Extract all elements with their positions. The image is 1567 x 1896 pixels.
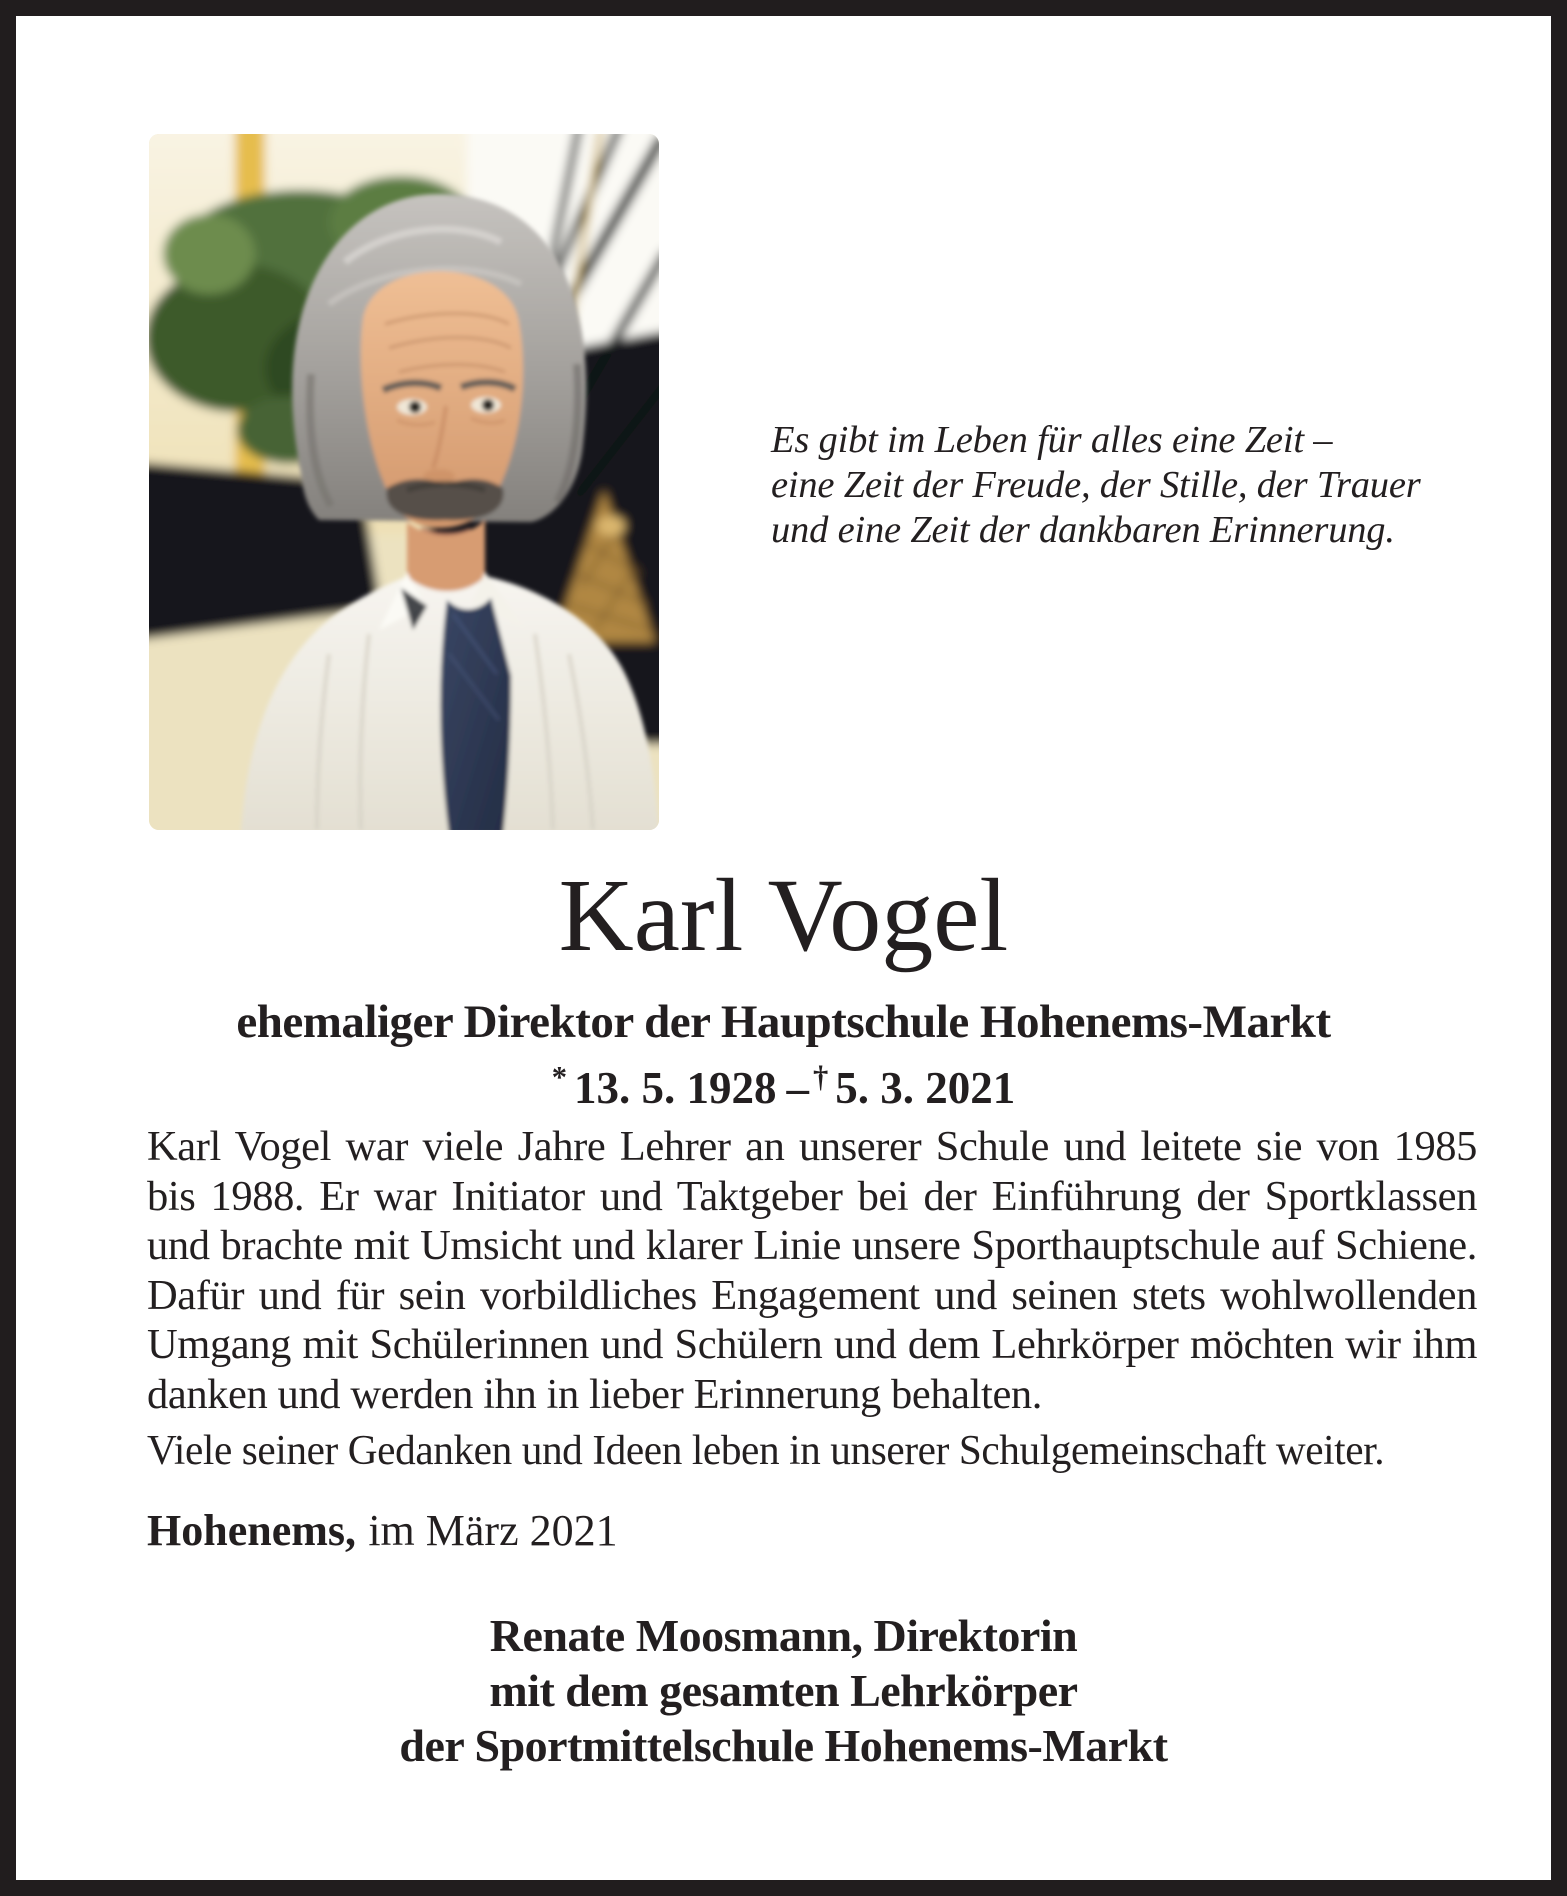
- birth-date: 13. 5. 1928: [574, 1063, 777, 1114]
- date: im März 2021: [368, 1506, 618, 1555]
- signature-block: [16, 1608, 1551, 1773]
- memorial-quote: [771, 418, 1421, 553]
- obituary-text: Karl Vogel war viele Jahre Lehrer an unserer Schule und leitete sie von 1985 bis 1988. Er war Initiator und Taktgeber bei der Einführung der Sportklassen und brachte mit Umsicht und klarer Linie unsere Sporthauptschule auf Schiene. Dafür und für sein vorbildliches Engagement und seinen stets wohlwollenden Umgang mit Schülerinnen und Schülern und dem Lehrkörper möchten wir ihm danken und werden ihn in lieber Erinnerung behalten.: [147, 1123, 1477, 1418]
- deceased-title: ehemaliger Direktor der Hauptschule Hohenems-Markt: [236, 996, 1331, 1048]
- quote-line: und eine Zeit der dankbaren Erinnerung.: [771, 509, 1395, 551]
- death-date: 5. 3. 2021: [835, 1063, 1016, 1114]
- birth-star-icon: *: [551, 1060, 567, 1094]
- dates-separator: –: [786, 1063, 809, 1114]
- quote-line: eine Zeit der Freude, der Stille, der Trauer: [771, 464, 1421, 506]
- signature-line: Renate Moosmann, Direktorin: [489, 1610, 1078, 1661]
- life-dates: [16, 1050, 1551, 1115]
- deceased-name: Karl Vogel: [558, 858, 1009, 973]
- quote-line: Es gibt im Leben für alles eine Zeit –: [771, 419, 1333, 461]
- portrait-illustration: [149, 134, 659, 830]
- signature-line: mit dem gesamten Lehrkörper: [489, 1665, 1078, 1716]
- closing-line: Viele seiner Gedanken und Ideen leben in unserer Schulgemeinschaft weiter.: [147, 1427, 1385, 1474]
- place: Hohenems,: [147, 1506, 356, 1555]
- death-dagger-icon: †: [813, 1060, 829, 1094]
- signature-line: der Sportmittelschule Hohenems-Markt: [399, 1720, 1168, 1771]
- place-date: [147, 1505, 618, 1557]
- portrait-photo: [149, 134, 659, 830]
